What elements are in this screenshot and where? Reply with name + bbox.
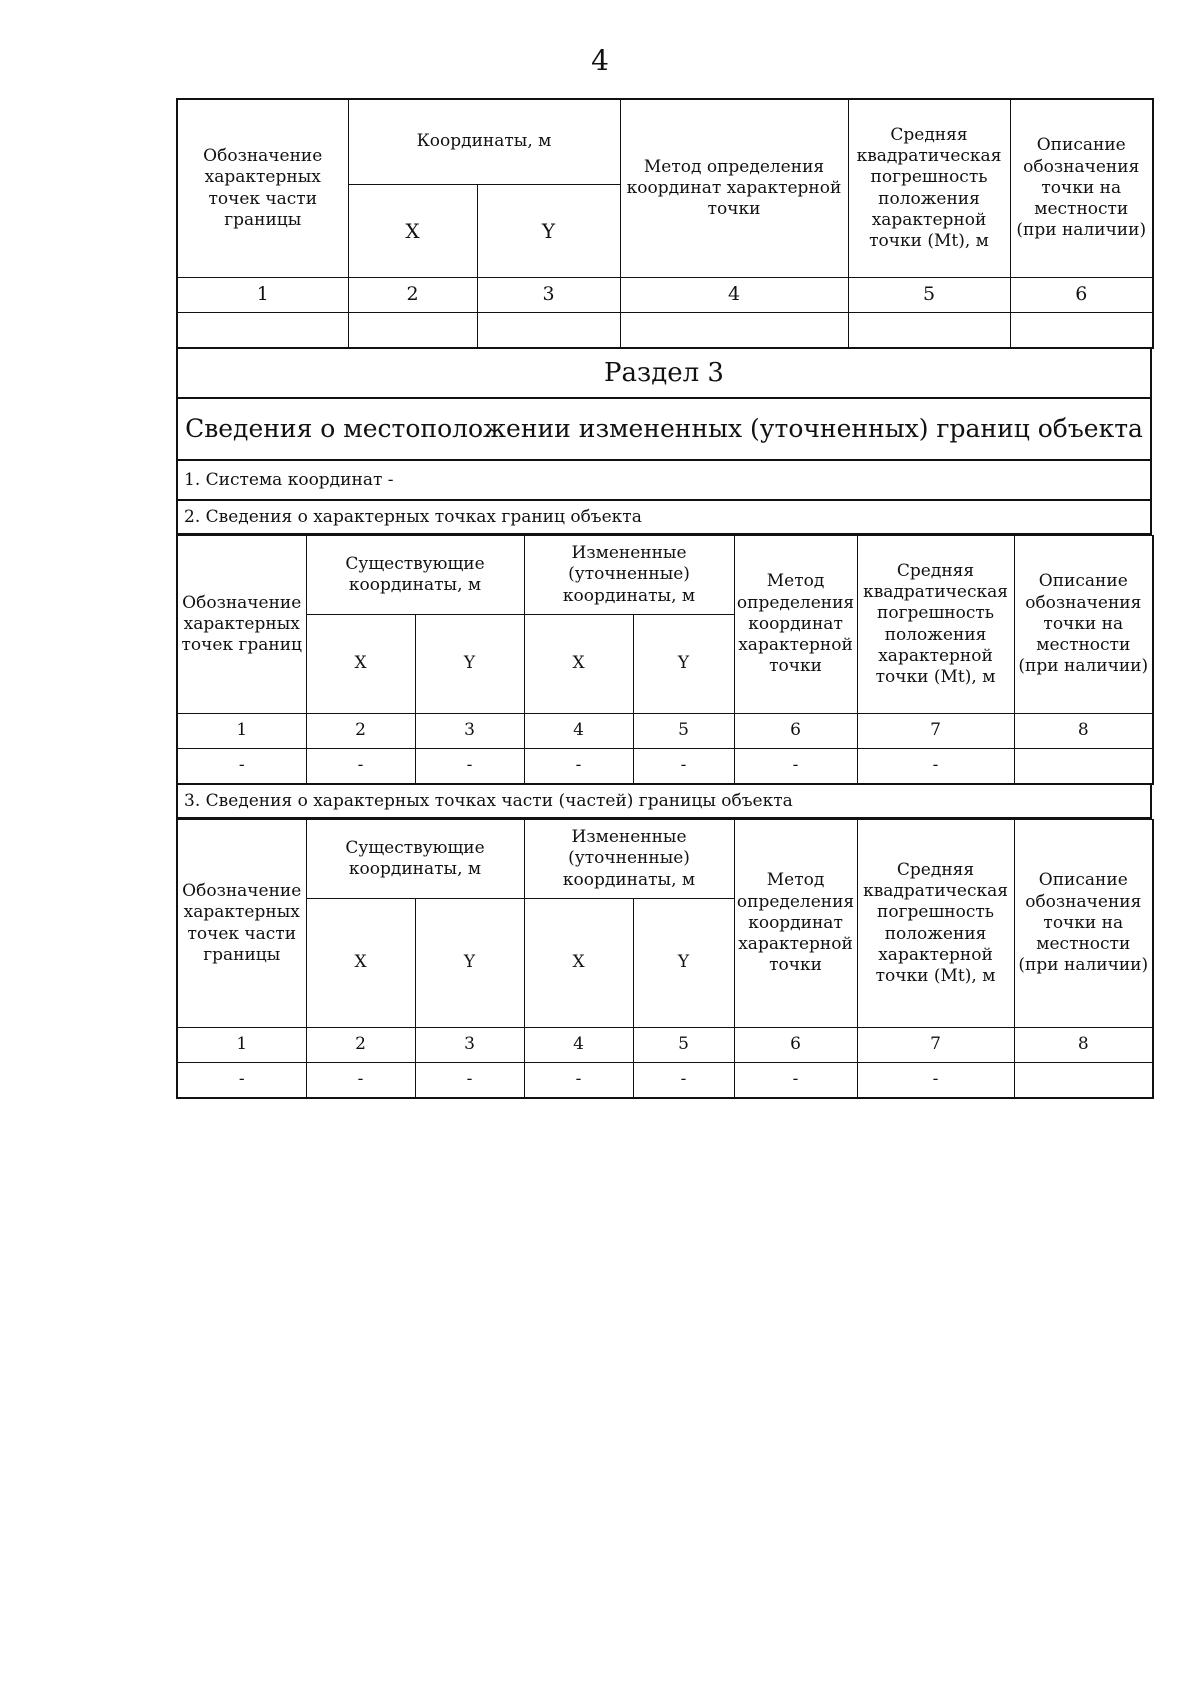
data-cell: - — [177, 1063, 306, 1099]
header-existing-coordinates: Существующие координаты, м — [306, 536, 524, 615]
header-x: X — [524, 615, 633, 714]
header-method: Метод определения координат характерной точки — [734, 536, 857, 714]
column-number: 2 — [348, 278, 477, 313]
column-number: 4 — [620, 278, 848, 313]
header-error: Средняя квадратическая погрешность положения характерной точки (Mt), м — [857, 536, 1014, 714]
header-changed-coordinates: Измененные (уточненные) координаты, м — [524, 536, 734, 615]
data-cell: - — [734, 1063, 857, 1099]
column-number: 5 — [633, 714, 734, 749]
header-y: Y — [633, 899, 734, 1028]
column-number: 1 — [177, 714, 306, 749]
document-sheet — [176, 98, 1152, 1099]
header-changed-coordinates: Измененные (уточненные) координаты, м — [524, 820, 734, 899]
header-x: X — [306, 615, 415, 714]
header-existing-coordinates: Существующие координаты, м — [306, 820, 524, 899]
empty-cell — [1010, 313, 1153, 349]
empty-cell — [848, 313, 1010, 349]
header-x: X — [306, 899, 415, 1028]
data-cell: - — [524, 1063, 633, 1099]
header-designation: Обозначение характерных точек части границы — [177, 99, 348, 278]
header-designation: Обозначение характерных точек границ — [177, 536, 306, 714]
column-number: 7 — [857, 714, 1014, 749]
data-cell — [1014, 1063, 1153, 1099]
coordinate-system-line: 1. Система координат - — [176, 461, 1152, 501]
boundary-points-table — [176, 535, 1154, 785]
data-cell: - — [306, 749, 415, 785]
header-method: Метод определения координат характерной точки — [734, 820, 857, 1028]
header-x: X — [348, 185, 477, 278]
data-cell: - — [177, 749, 306, 785]
data-cell — [1014, 749, 1153, 785]
column-number: 3 — [415, 1028, 524, 1063]
column-number: 8 — [1014, 1028, 1153, 1063]
data-cell: - — [734, 749, 857, 785]
empty-cell — [620, 313, 848, 349]
section-subtitle: Сведения о местоположении измененных (уточненных) границ объекта — [176, 399, 1152, 461]
header-method: Метод определения координат характерной точки — [620, 99, 848, 278]
data-cell: - — [633, 1063, 734, 1099]
empty-cell — [177, 313, 348, 349]
column-number: 2 — [306, 714, 415, 749]
section-title: Раздел 3 — [176, 349, 1152, 399]
column-number: 3 — [477, 278, 620, 313]
part-boundary-table — [176, 98, 1154, 349]
header-y: Y — [415, 899, 524, 1028]
header-y: Y — [415, 615, 524, 714]
column-number: 4 — [524, 714, 633, 749]
column-number: 1 — [177, 1028, 306, 1063]
data-cell: - — [857, 749, 1014, 785]
part-points-heading: 3. Сведения о характерных точках части (частей) границы объекта — [176, 785, 1152, 819]
column-number: 3 — [415, 714, 524, 749]
data-cell: - — [306, 1063, 415, 1099]
header-y: Y — [477, 185, 620, 278]
column-number: 5 — [633, 1028, 734, 1063]
header-description: Описание обозначения точки на местности (при наличии) — [1014, 536, 1153, 714]
header-coordinates: Координаты, м — [348, 99, 620, 185]
column-number: 6 — [734, 714, 857, 749]
column-number: 6 — [734, 1028, 857, 1063]
empty-cell — [348, 313, 477, 349]
data-cell: - — [415, 1063, 524, 1099]
data-cell: - — [857, 1063, 1014, 1099]
header-error: Средняя квадратическая погрешность положения характерной точки (Mt), м — [857, 820, 1014, 1028]
page-number: 4 — [591, 44, 609, 77]
boundary-points-heading: 2. Сведения о характерных точках границ объекта — [176, 501, 1152, 535]
part-points-table — [176, 819, 1154, 1099]
empty-cell — [477, 313, 620, 349]
data-cell: - — [415, 749, 524, 785]
column-number: 8 — [1014, 714, 1153, 749]
header-description: Описание обозначения точки на местности (при наличии) — [1014, 820, 1153, 1028]
header-description: Описание обозначения точки на местности (при наличии) — [1010, 99, 1153, 278]
header-x: X — [524, 899, 633, 1028]
column-number: 1 — [177, 278, 348, 313]
data-cell: - — [633, 749, 734, 785]
column-number: 7 — [857, 1028, 1014, 1063]
header-designation: Обозначение характерных точек части границы — [177, 820, 306, 1028]
column-number: 4 — [524, 1028, 633, 1063]
data-cell: - — [524, 749, 633, 785]
header-y: Y — [633, 615, 734, 714]
column-number: 2 — [306, 1028, 415, 1063]
column-number: 5 — [848, 278, 1010, 313]
column-number: 6 — [1010, 278, 1153, 313]
header-error: Средняя квадратическая погрешность положения характерной точки (Mt), м — [848, 99, 1010, 278]
